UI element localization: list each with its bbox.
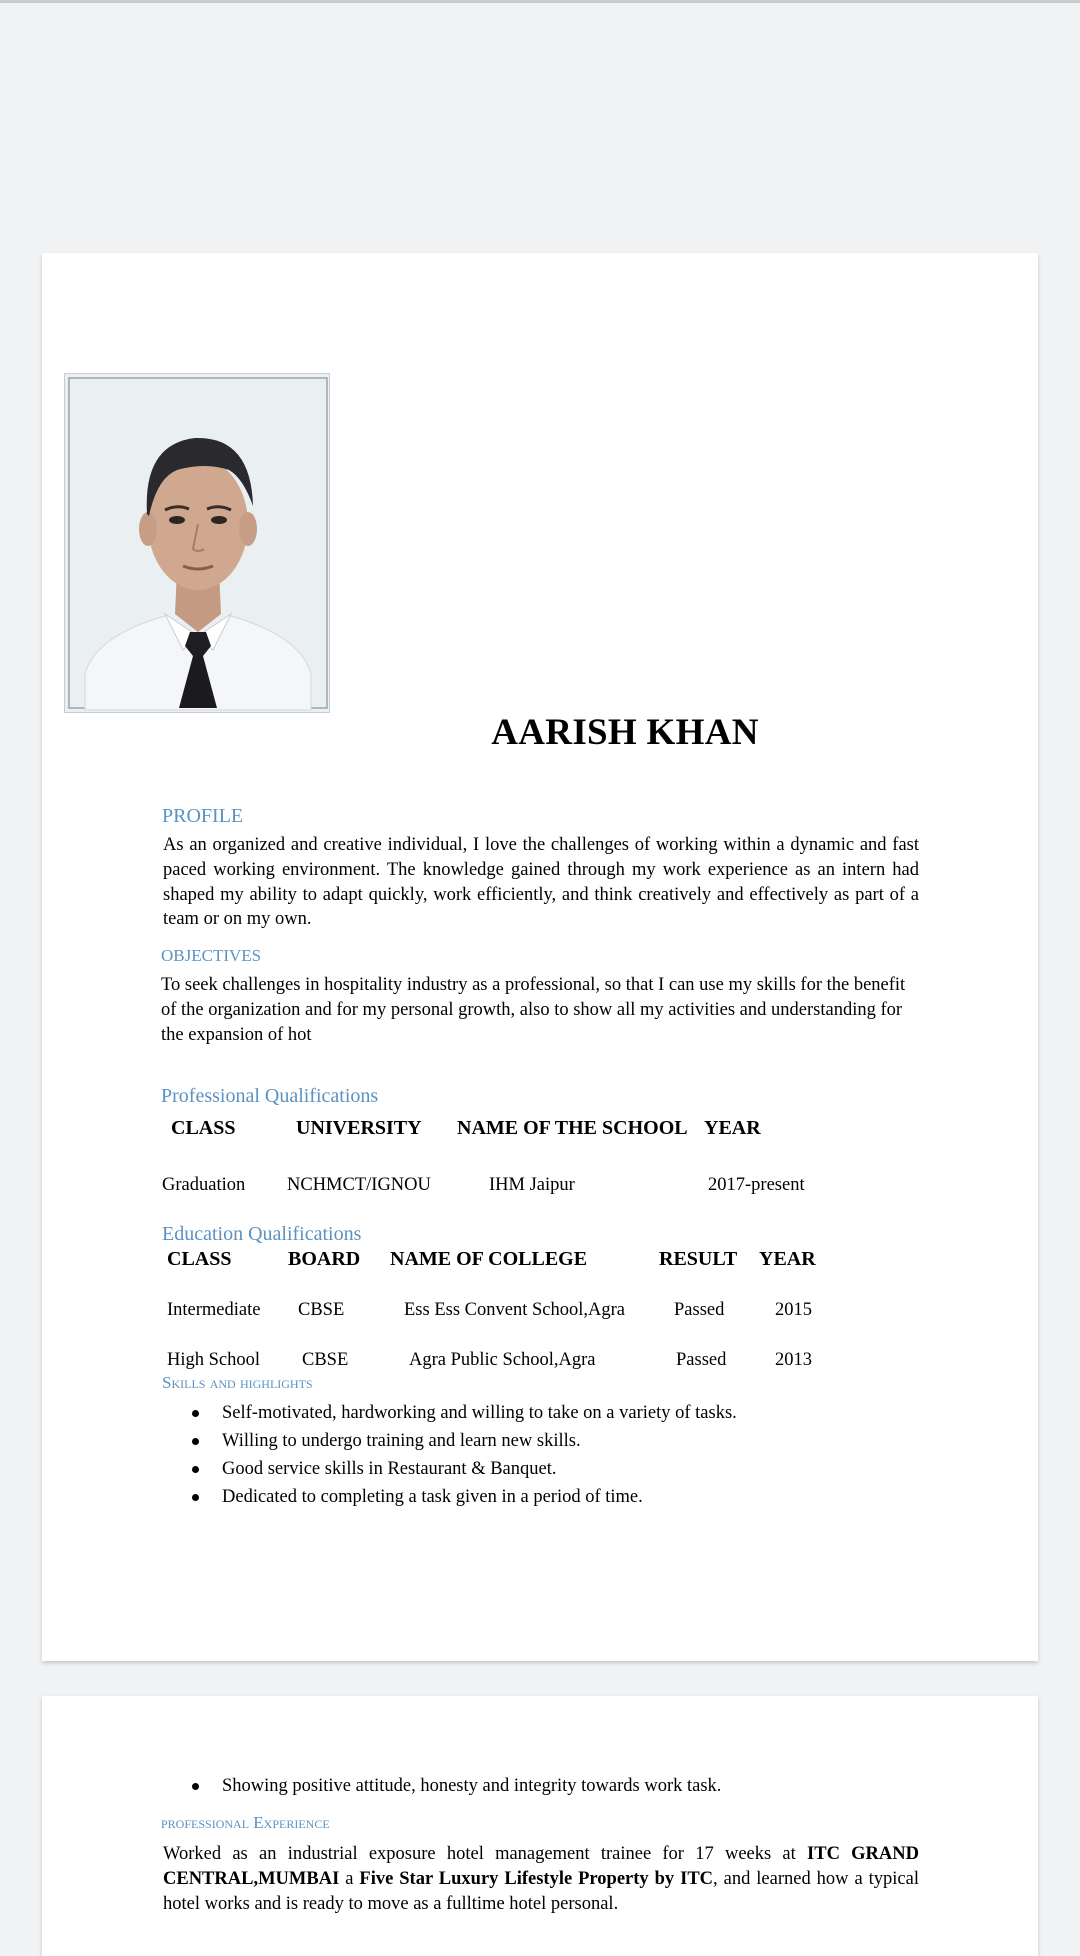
eq-header-board: BOARD — [288, 1248, 361, 1270]
pq-header-university: UNIVERSITY — [296, 1117, 422, 1139]
eq-row1-college: Ess Ess Convent School,Agra — [404, 1300, 625, 1320]
pq-cell-university: NCHMCT/IGNOU — [287, 1175, 431, 1195]
eq-row1-class: Intermediate — [167, 1300, 261, 1320]
skills-list — [162, 1399, 922, 1511]
eq-row1-year: 2015 — [775, 1300, 812, 1320]
objectives-heading: OBJECTIVES — [161, 946, 262, 965]
eq-header-college: NAME OF COLLEGE — [390, 1248, 588, 1270]
experience-text — [163, 1842, 919, 1916]
experience-property-type: Five Star Luxury Lifestyle Property by ITC — [359, 1868, 714, 1889]
viewer-top-border — [0, 0, 1080, 3]
eq-row2-college: Agra Public School,Agra — [409, 1350, 596, 1370]
skills-list-item: Showing positive attitude, honesty and integrity towards work task. — [162, 1772, 922, 1800]
experience-heading: professional Experience — [161, 1813, 330, 1832]
skills-list-item: Dedicated to completing a task given in a period of time. — [162, 1483, 922, 1511]
profile-photo — [64, 373, 330, 713]
experience-text-part: , and learned how a typical hotel works and is ready to move as a fulltime hotel personal. — [163, 1868, 919, 1914]
skills-list-item: Willing to undergo training and learn new skills. — [162, 1427, 922, 1455]
pq-cell-class: Graduation — [162, 1175, 246, 1195]
pq-header-year: YEAR — [704, 1117, 761, 1139]
document-page-2 — [42, 1696, 1038, 1956]
pq-cell-year: 2017-present — [708, 1175, 805, 1195]
pq-header-class: CLASS — [171, 1117, 236, 1139]
eq-header-class: CLASS — [167, 1248, 232, 1270]
objectives-text: To seek challenges in hospitality industry as a professional, so that I can use my skills for the benefit of the organization and for my personal growth, also to show all my activities and understanding for the expansion of hot — [161, 975, 906, 1045]
eq-row2-board: CBSE — [302, 1350, 349, 1370]
profile-text: As an organized and creative individual, I love the challenges of working within a dynamic and fast paced working environment. The knowledge gained through my work experience as an intern had shaped my ability to adapt quickly, work efficiently, and think creatively and effectively as part of a team or on my own. — [163, 835, 919, 930]
professional-qualifications-heading: Professional Qualifications — [161, 1085, 379, 1107]
eq-row1-result: Passed — [674, 1300, 725, 1320]
candidate-name: AARISH KHAN — [491, 712, 759, 753]
skills-list-item: Good service skills in Restaurant & Banquet. — [162, 1455, 922, 1483]
profile-heading: PROFILE — [162, 805, 244, 827]
eq-row2-year: 2013 — [775, 1350, 812, 1370]
eq-row2-class: High School — [167, 1350, 261, 1370]
experience-hotel-name: ITC GRAND CENTRAL,MUMBAI — [163, 1844, 920, 1889]
eq-row2-result: Passed — [676, 1350, 727, 1370]
eq-header-year: YEAR — [759, 1248, 816, 1270]
experience-text-part: a — [339, 1868, 360, 1889]
eq-header-result: RESULT — [659, 1248, 738, 1270]
pq-header-school: NAME OF THE SCHOOL — [457, 1117, 688, 1139]
education-qualifications-heading: Education Qualifications — [162, 1223, 362, 1245]
skills-heading: Skills and highlights — [162, 1373, 313, 1392]
skills-list-continued — [162, 1772, 922, 1800]
skills-list-item: Self-motivated, hardworking and willing to take on a variety of tasks. — [162, 1399, 922, 1427]
document-page-1 — [42, 253, 1038, 1661]
pq-cell-school: IHM Jaipur — [489, 1175, 575, 1195]
eq-row1-board: CBSE — [298, 1300, 345, 1320]
experience-text-part: Worked as an industrial exposure hotel management trainee for 17 weeks at — [163, 1844, 808, 1864]
